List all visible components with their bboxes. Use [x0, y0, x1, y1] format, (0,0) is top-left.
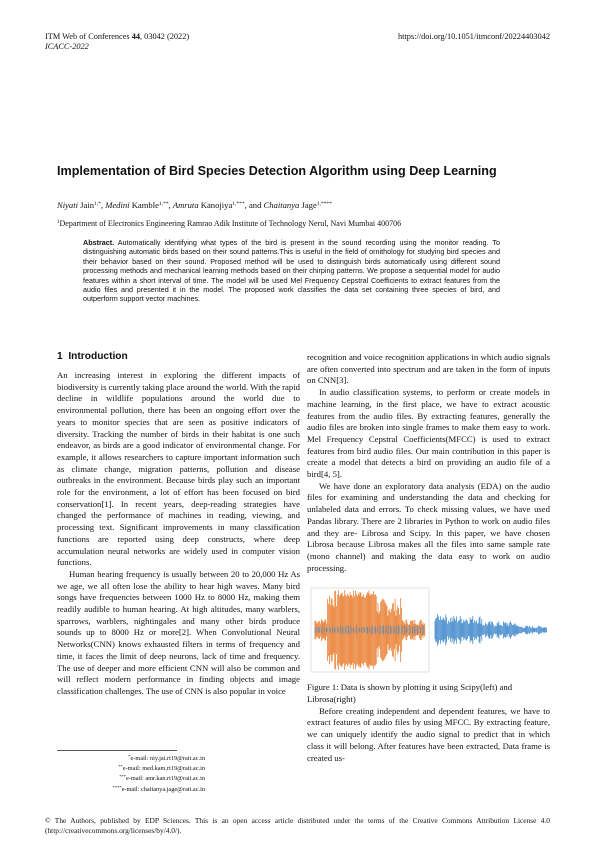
footnote [57, 773, 205, 783]
footnote-email: e-mail: amr.kan.rt19@rait.ac.in [125, 775, 205, 783]
affiliation [57, 218, 401, 229]
doi-link[interactable]: https://doi.org/10.1051/itmconf/20224403042 [398, 32, 550, 41]
librosa-waveform [435, 614, 547, 646]
footnote-email: e-mail: niy.jai.rt19@rait.ac.in [130, 755, 205, 762]
footnote-email: e-mail: med.kam.rt19@rait.ac.in [122, 765, 205, 773]
section-number: 1 [57, 351, 63, 362]
article-number: , 03042 (2022) [140, 32, 190, 41]
body-paragraph: Human hearing frequency is usually between 20 to 20,000 Hz As we age, we all often lose the ability to hear high waves. Many bird songs have frequencies between 1000 Hz to 8000 Hz, making them readily audible to human hearing. At high altitudes, many warblers, sparrows, warblers, nightingales and many other birds produce sounds up to 8000 Hz or more[2]. When Convolutional Neural Networks(CNN) knows exhausted filters in terms of frequency and time, it faces the limit of deep neurons, lack of time and frequency. The use of deeper and more efficient CNN will also be common and will reflect modern performance in finding objects and image classification challenges. The use of CNN is also popular in voice [57, 568, 300, 696]
abstract-text: Automatically identifying what types of the bird is present in the sound recording using the monitor reading. To distinguishing automatic birds based on their sound patterns.This is useful in the field of ornithology for studying bird species and their behavior based on their sound. Proposed method will be used to distinguish birds automatically using different sound processing methods and mechanical learning methods based on their chirping patterns. We propose a sequential model for audio features within a short interval of time. The model will be used Mel Frequency Cepstral Coefficients to extract features from the audio files and presented it in the model. The proposed work classifies the data set containing three species of bird, and outperform support vector machines. [83, 238, 500, 304]
footnote-mark: * [128, 754, 131, 759]
author-affiliation-mark: 1,**** [316, 201, 332, 207]
author-first-name: Amruta [172, 200, 199, 210]
author-first-name: Chaitanya [263, 200, 300, 210]
footnote [57, 763, 205, 773]
footnote-mark: *** [119, 774, 126, 780]
body-paragraph: We have done an exploratory data analysis (EDA) on the audio files for examining and understanding the data and checking for unlabeled data and errors. To check missing values, we have used Pandas library. There are 2 libraries in Python to work on audio files and they are- Librosa and Scipy. In this paper, we have chosen Librosa because Librosa makes all the files into same sample rate (mono channel) and making the data easy to work on audio processing. [307, 480, 550, 573]
affiliation-mark: 1 [57, 220, 60, 225]
right-column [307, 352, 550, 764]
author-first-name: Medini [105, 200, 130, 210]
conference-name: ICACC-2022 [45, 42, 89, 51]
body-paragraph: In audio classification systems, to perform or create models in machine learning, in the first place, we have to extract acoustic features from the audio files. By extracting features, generally the audio files are broken into single frames to make them easy to work. Mel Frequency Cepstral Coefficients(MFCC) is used to extract features from bird audio files. Our main contribution in this paper is create a model that detects a bird on providing an audio file of a bird[4, 5]. [307, 387, 550, 480]
section-heading [57, 350, 300, 363]
author-separator: , and [244, 200, 264, 210]
author-first-name: Niyati [57, 200, 79, 210]
footnote [57, 784, 205, 794]
author-separator: , [168, 200, 173, 210]
author-affiliation-mark: 1,*** [232, 201, 245, 207]
footnote-mark: **** [112, 784, 122, 790]
footnotes [57, 753, 207, 794]
footnote [57, 753, 205, 763]
license-notice: © The Authors, published by EDP Sciences. This is an open access article distributed under the terms of the Creative Commons Attribution License 4.0 (http://creativecommons.org/licenses/by/4.0/). [45, 816, 550, 835]
author-affiliation-mark: 1,* [94, 201, 101, 207]
author-last-name: Jage [301, 200, 317, 210]
footnote-mark: ** [118, 764, 123, 770]
body-paragraph: Before creating independent and dependent features, we have to extract features of audio files by using MFCC. By extracting feature, we can uniquely identify the audio signal to predict that in which class it will belong. After features have been extracted, Data frame is created us- [307, 705, 550, 763]
body-paragraph: recognition and voice recognition applications in which audio signals are often converted into spectrum and are taken in the form of inputs on CNN[3]. [307, 352, 550, 386]
abstract-label: Abstract. [83, 238, 115, 247]
journal-name: ITM Web of Conferences [45, 32, 130, 41]
scipy-waveform-plot [311, 588, 429, 672]
waveform-figure [307, 584, 550, 676]
abstract [83, 238, 500, 304]
journal-volume: 44 [131, 32, 141, 41]
left-column [57, 350, 300, 698]
section-title: Introduction [68, 351, 128, 362]
affiliation-text: Department of Electronics Engineering Ramrao Adik Institute of Technology Nerul, Navi Mumbai 400706 [59, 219, 402, 228]
author-affiliation-mark: 1,** [158, 201, 169, 207]
figure-1 [307, 584, 550, 676]
footnote-rule [57, 750, 177, 751]
author-list [57, 199, 332, 211]
footnote-email: e-mail: chaitanya.jage@rait.ac.in [121, 785, 205, 793]
author-separator: , [100, 200, 106, 210]
author-last-name: Kamble [131, 200, 159, 210]
body-paragraph: An increasing interest in exploring the different impacts of biodiversity is currently taking place around the world. With the rapid decline in wildlife populations around the world due to environmental pollution, there has been an ongoing effort over the years to monitor species that are seen as positive indicators of diversity. Tracking the number of birds in their habitat is one such endeavor, as birds are a good indicator of environmental change. For example, it allows researchers to capture important information such as climate change, migration patterns, pollution and disease outbreaks in the environment. Because birds play such an important role for the environment, a lot of effort has been focused on bird conservation[1]. In recent years, deep-reading strategies have changed the performance of machines in reading, viewing, and processing text. Significant improvements in many classification functions are reported using deep constructs, where deep accumulation neural networks are widely used in computer vision functions. [57, 370, 300, 568]
running-header-left [45, 32, 189, 52]
paper-title: Implementation of Bird Species Detection Algorithm using Deep Learning [57, 164, 497, 178]
librosa-waveform-plot [435, 614, 547, 646]
figure-caption: Figure 1: Data is shown by plotting it using Scipy(left) and Librosa(right) [307, 682, 513, 705]
author-last-name: Kanojiya [200, 200, 233, 210]
author-last-name: Jain [80, 200, 95, 210]
